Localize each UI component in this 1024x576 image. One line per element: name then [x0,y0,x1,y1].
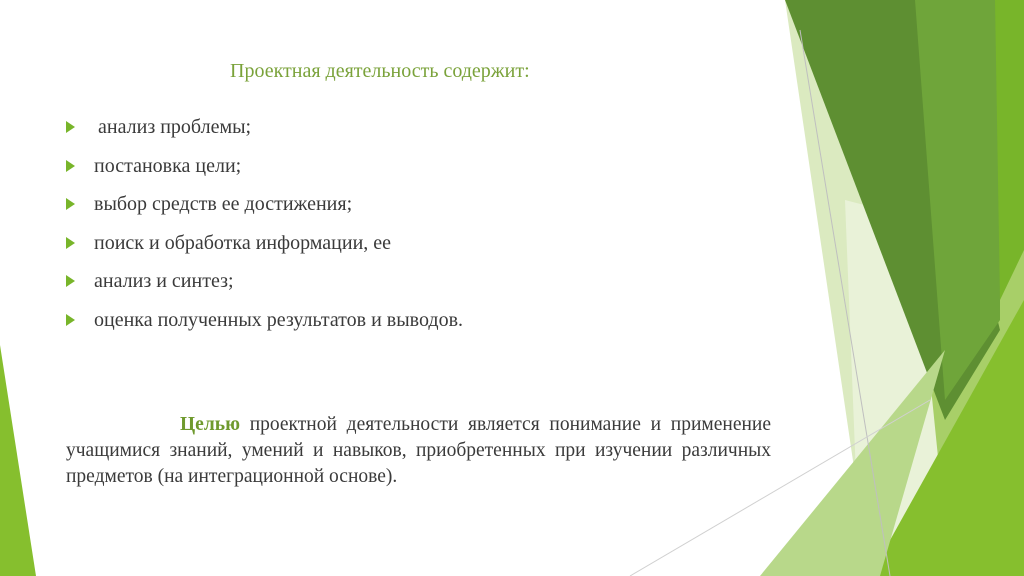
right-top-green [995,0,1024,300]
slide-title: Проектная деятельность содержит: [230,60,530,82]
goal-paragraph [66,412,771,490]
bullet-arrow-icon [66,275,75,287]
bullet-arrow-icon [66,314,75,326]
list-item-text: оценка полученных результатов и выводов. [94,308,464,331]
list-item-text: анализ проблемы; [98,116,252,138]
left-green-sliver [0,345,36,576]
bullet-arrow-icon [66,121,75,133]
goal-highlight: Целью [180,413,240,435]
bullet-arrow-icon [66,160,75,172]
goal-paragraph-text: проектной деятельности является понимание и применение учащимися знаний, умений и навыков, приобретенных при изучении различных предметов (на интеграционной основе). [66,413,771,487]
bullet-arrow-icon [66,237,75,249]
list-item-text: анализ и синтез; [94,270,234,293]
list-item-text: выбор средств ее достижения; [94,193,353,216]
list-item-text: постановка цели; [94,154,242,177]
bullet-arrow-icon [66,198,75,210]
list-item-text: поиск и обработка информации, ее [94,231,392,254]
